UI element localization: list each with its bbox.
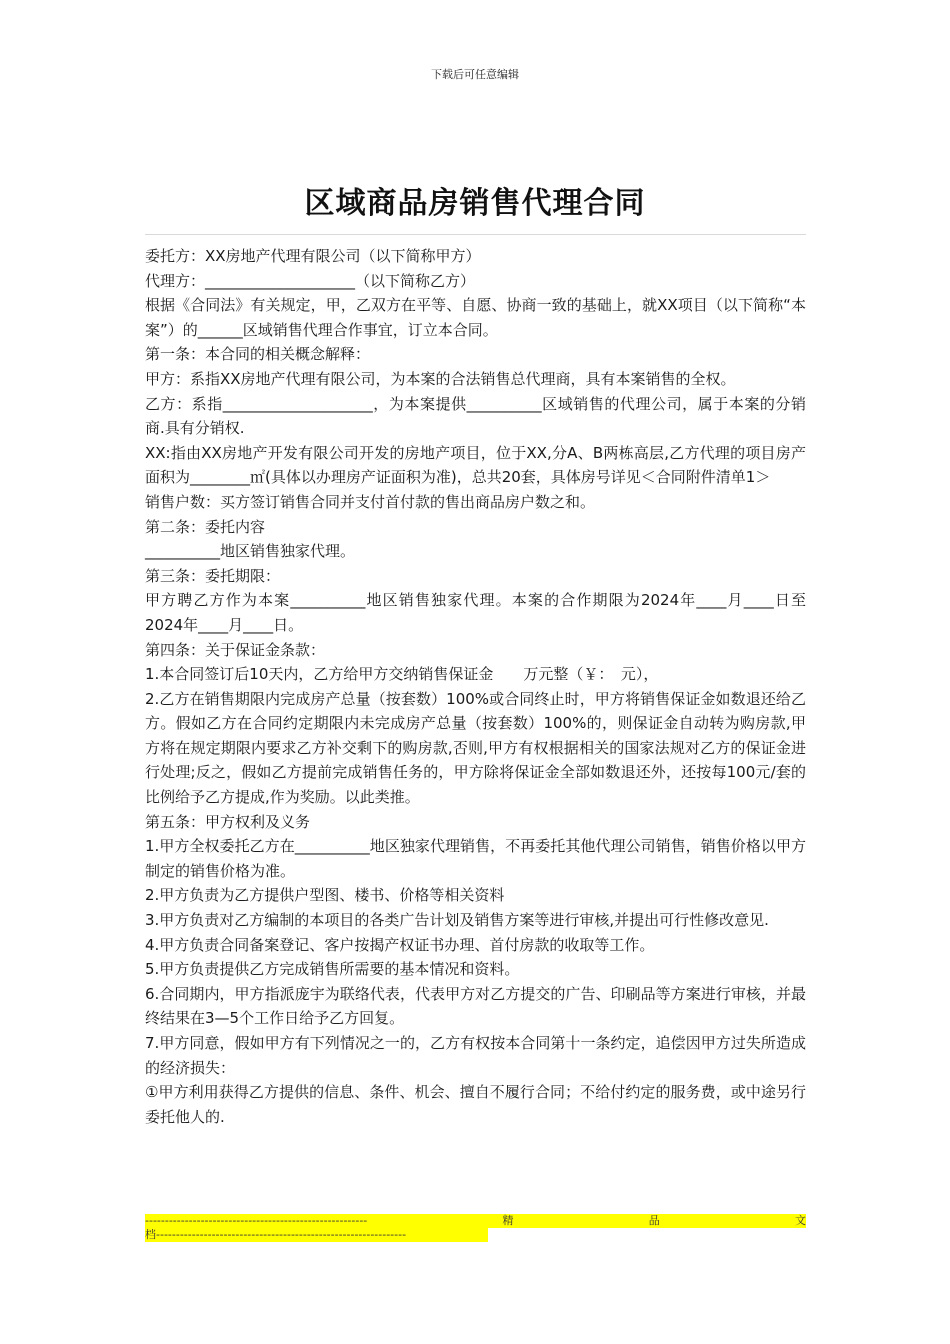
footer-line-1 — [145, 1214, 806, 1228]
paragraph-sales-count-definition: 销售户数：买方签订销售合同并支付首付款的售出商品房户数之和。 — [145, 492, 596, 511]
article-2-heading: 第二条：委托内容 — [145, 517, 266, 536]
paragraph-party-b-definition: 乙方：系指____________________，为本案提供__________区域销售的代理公司，属于本案的分销商.具有分销权. — [145, 394, 806, 438]
header-note: 下载后可任意编辑 — [431, 68, 519, 81]
paragraph-deposit-1: 1.本合同签订后10天内，乙方给甲方交纳销售保证金 万元整（￥： 元）， — [145, 665, 659, 684]
paragraph-term: 甲方聘乙方作为本案__________地区销售独家代理。本案的合作期限为2024年____月____日至2024年____月____日。 — [145, 591, 806, 634]
paragraph-duty-5: 5.甲方负责提供乙方完成销售所需要的基本情况和资料。 — [145, 960, 520, 979]
paragraph-duty-2: 2.甲方负责为乙方提供户型图、楼书、价格等相关资料 — [145, 886, 505, 905]
footer-watermark — [145, 1214, 806, 1246]
article-1-heading: 第一条：本合同的相关概念解释： — [145, 345, 371, 364]
paragraph-agent: 代理方：____________________（以下简称乙方） — [145, 271, 476, 290]
paragraph-project-definition: XX:指由XX房地产开发有限公司开发的房地产项目，位于XX,分A、B两栋高层,乙方代理的项目房产面积为________㎡(具体以办理房产证面积为准)，总共20套，具体房号详见＜合同附件清单1＞ — [145, 443, 806, 487]
title-divider — [145, 234, 806, 235]
footer-char-4: 档 — [145, 1228, 156, 1241]
paragraph-deposit-2: 2.乙方在销售期限内完成房产总量（按套数）100%或合同终止时，甲方将销售保证金如数退还给乙方。假如乙方在合同约定期限内未完成房产总量（按套数）100%的，则保证金自动转为购房款,甲方将在规定期限内要求乙方补交剩下的购房款,否则,甲方有权根据相关的国家法规对乙方的保证金进行处理;反之，假如乙方提前完成销售任务的，甲方除将保证金全部如数退还外，还按每100元/套的比例给予乙方提成,作为奖励。以此类推。 — [145, 689, 806, 807]
footer-dashes-left: -------------------------------------------------------- — [145, 1214, 368, 1227]
paragraph-principal: 委托方：XX房地产代理有限公司（以下简称甲方） — [145, 247, 481, 265]
article-4-heading: 第四条：关于保证金条款： — [145, 640, 326, 659]
paragraph-duty-6: 6.合同期内，甲方指派庞宇为联络代表，代表甲方对乙方提交的广告、印刷品等方案进行审核，并最终结果在3—5个工作日给予乙方回复。 — [145, 984, 806, 1028]
paragraph-preamble: 根据《合同法》有关规定，甲，乙双方在平等、自愿、协商一致的基础上，就XX项目（以下简称“本案”）的______区域销售代理合作事宜，订立本合同。 — [145, 296, 806, 339]
contract-body — [145, 244, 806, 1129]
paragraph-delegation: __________地区销售独家代理。 — [145, 542, 356, 561]
paragraph-duty-4: 4.甲方负责合同备案登记、客户按揭产权证书办理、首付房款的收取等工作。 — [145, 935, 655, 954]
paragraph-duty-7-item-1: ①甲方利用获得乙方提供的信息、条件、机会、擅自不履行合同；不给付约定的服务费，或中途另行委托他人的. — [145, 1083, 806, 1126]
footer-char-2: 品 — [648, 1214, 660, 1227]
paragraph-duty-3: 3.甲方负责对乙方编制的本项目的各类广告计划及销售方案等进行审核,并提出可行性修改意见. — [145, 911, 769, 930]
article-5-heading: 第五条：甲方权利及义务 — [145, 812, 311, 831]
footer-char-3: 文 — [794, 1214, 806, 1227]
document-title: 区域商品房销售代理合同 — [304, 186, 646, 221]
paragraph-duty-1: 1.甲方全权委托乙方在__________地区独家代理销售，不再委托其他代理公司销售，销售价格以甲方制定的销售价格为准。 — [145, 837, 806, 880]
footer-char-1: 精 — [502, 1214, 514, 1227]
paragraph-party-a-definition: 甲方：系指XX房地产代理有限公司，为本案的合法销售总代理商，具有本案销售的全权。 — [145, 369, 736, 388]
footer-line-2 — [145, 1228, 488, 1242]
paragraph-duty-7: 7.甲方同意，假如甲方有下列情况之一的，乙方有权按本合同第十一条约定，追偿因甲方过失所造成的经济损失： — [145, 1034, 806, 1077]
footer-dashes-right: --------------------------------------------------------------- — [156, 1228, 407, 1241]
article-3-heading: 第三条：委托期限： — [145, 566, 281, 585]
